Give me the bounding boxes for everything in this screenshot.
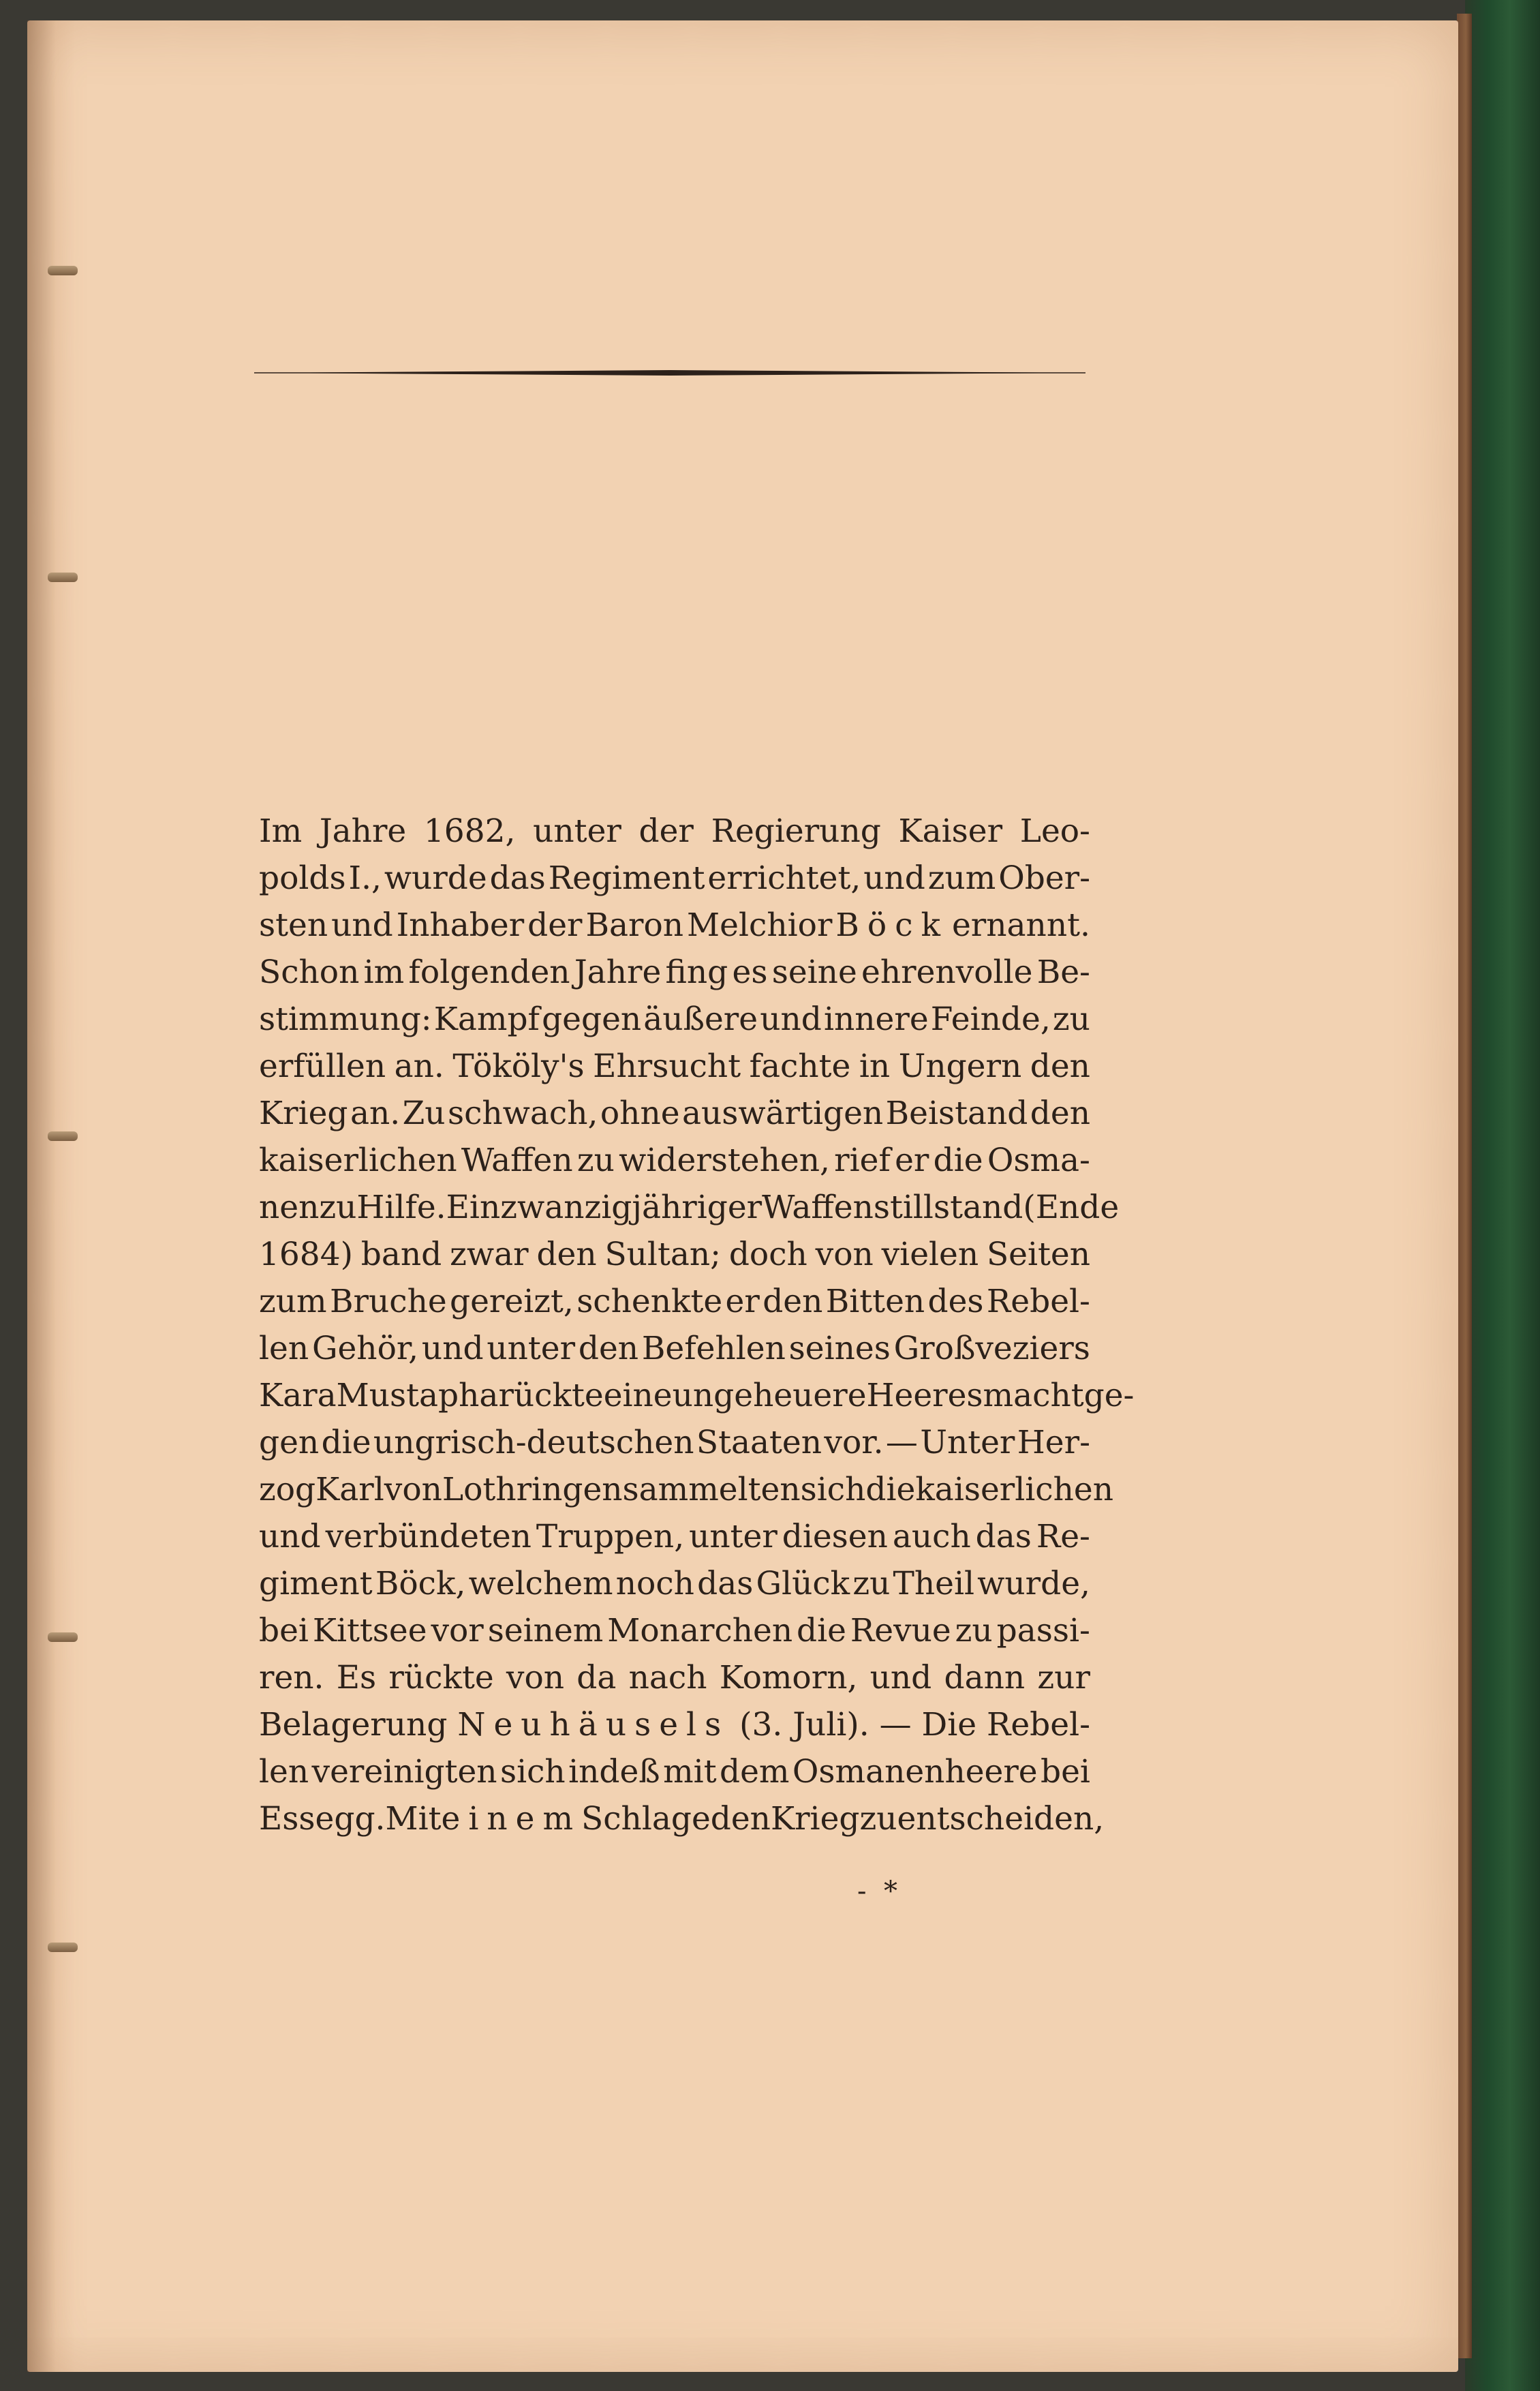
text-line: ren. Es rückte von da nach Komorn, und dann zur <box>259 1659 1090 1696</box>
text-line: len vereinigten sich indeß mit dem Osmanenheere bei <box>259 1753 1090 1791</box>
binding-stitch <box>48 1131 78 1141</box>
text-line: kaiserlichen Waffen zu widerstehen, rief er die Osma- <box>259 1142 1090 1179</box>
text-line: 1684) band zwar den Sultan; doch von vielen Seiten <box>259 1236 1090 1273</box>
text-line: stimmung: Kampf gegen äußere und innere Feinde, zu <box>259 1001 1090 1038</box>
text-line: sten und Inhaber der Baron Melchior Böck ernannt. <box>259 907 1090 944</box>
text-line: len Gehör, und unter den Befehlen seines Großveziers <box>259 1330 1090 1367</box>
text-line: Belagerung Neuhäusels (3. Juli). — Die Rebel- <box>259 1706 1090 1743</box>
text-line: und verbündeten Truppen, unter diesen auch das Re- <box>259 1518 1090 1555</box>
signature-mark: - * <box>857 1876 897 1907</box>
decorative-rule <box>254 370 1085 376</box>
binding-gutter <box>27 20 75 2372</box>
binding-stitch <box>48 266 78 275</box>
text-line: Im Jahre 1682, unter der Regierung Kaiser Leo- <box>259 812 1090 850</box>
binding-stitch <box>48 1632 78 1642</box>
book-cover-edge <box>1465 0 1540 2391</box>
text-line: Kara Mustapha rückte eine ungeheuere Heeresmacht ge- <box>259 1377 1135 1414</box>
text-line: Essegg. Mit einem Schlage den Krieg zu entscheiden, <box>259 1800 1105 1838</box>
body-paragraph <box>259 808 1135 1842</box>
text-line: bei Kittsee vor seinem Monarchen die Revue zu passi- <box>259 1612 1090 1649</box>
text-line: polds I., wurde das Regiment errichtet, und zum Ober- <box>259 859 1090 897</box>
text-line: erfüllen an. Tököly's Ehrsucht fachte in Ungern den <box>259 1048 1090 1085</box>
cover-board-edge <box>1457 14 1472 2358</box>
text-line: Schon im folgenden Jahre fing es seine ehrenvolle Be- <box>259 954 1090 991</box>
text-line: Krieg an. Zu schwach, ohne auswärtigen Beistand den <box>259 1095 1090 1132</box>
text-line: gen die ungrisch-deutschen Staaten vor. — Unter Her- <box>259 1424 1090 1461</box>
text-line: zog Karl von Lothringen sammelten sich die kaiserlichen <box>259 1471 1113 1508</box>
binding-stitch <box>48 1943 78 1952</box>
text-line: nen zu Hilfe. Ein zwanzigjähriger Waffenstillstand (Ende <box>259 1189 1120 1226</box>
binding-stitch <box>48 573 78 582</box>
text-line: giment Böck, welchem noch das Glück zu Theil wurde, <box>259 1565 1090 1602</box>
text-line: zum Bruche gereizt, schenkte er den Bitten des Rebel- <box>259 1283 1090 1320</box>
